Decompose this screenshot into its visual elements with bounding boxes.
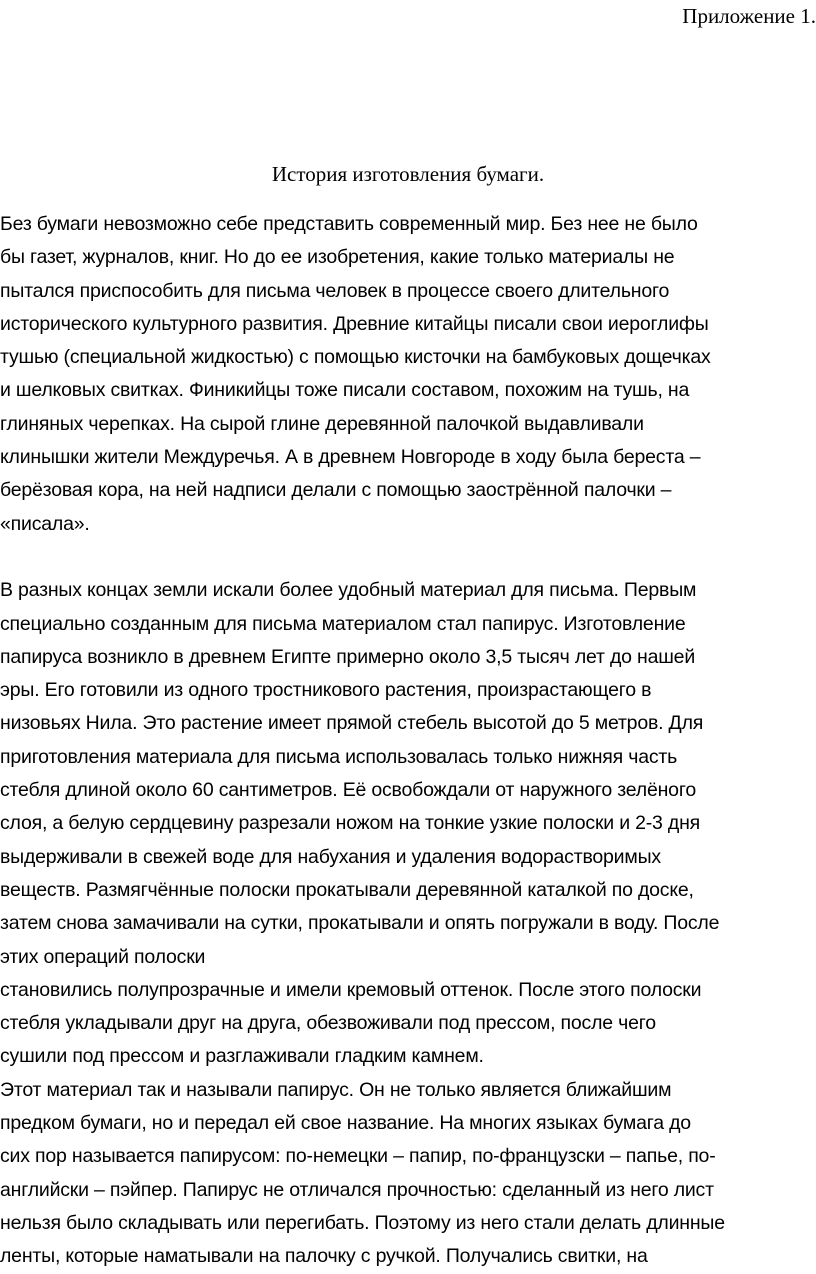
text-line: этих операций полоски [0, 945, 206, 968]
text-line: глиняных черепках. На сырой глине деревянной палочкой выдавливали [0, 412, 644, 435]
text-line: пытался приспособить для письма человек в процессе своего длительного [0, 279, 670, 302]
text-line: исторического культурного развития. Древние китайцы писали свои иероглифы [0, 312, 709, 335]
text-line: «писала». [0, 512, 90, 535]
text-line: стебля длиной около 60 сантиметров. Её освобождали от наружного зелёного [0, 779, 696, 802]
text-line: затем снова замачивали на сутки, прокатывали и опять погружали в воду. После [0, 912, 720, 935]
text-line: сих пор называется папирусом: по-немецки – папир, по-французски – папье, по- [0, 1145, 716, 1168]
text-line: клинышки жители Междуречья. А в древнем Новгороде в ходу была береста – [0, 446, 701, 469]
text-line: специально созданным для письма материалом стал папирус. Изготовление [0, 612, 686, 635]
text-line: низовьях Нила. Это растение имеет прямой стебель высотой до 5 метров. Для [0, 712, 704, 735]
text-line: В разных концах земли искали более удобный материал для письма. Первым [0, 579, 697, 602]
appendix-label: Приложение 1. [682, 4, 816, 28]
text-line: берёзовая кора, на ней надписи делали с помощью заострённой палочки – [0, 479, 672, 502]
blank-line [0, 541, 816, 574]
text-line: выдерживали в свежей воде для набухания и удаления водорастворимых [0, 845, 661, 868]
text-line: папируса возникло в древнем Египте примерно около 3,5 тысяч лет до нашей [0, 645, 696, 668]
text-line: сушили под прессом и разглаживали гладким камнем. [0, 1045, 484, 1068]
text-line: английски – пэйпер. Папирус не отличался прочностью: сделанный из него лист [0, 1178, 714, 1201]
text-line: Этот материал так и называли папирус. Он не только является ближайшим [0, 1078, 672, 1101]
text-line: веществ. Размягчённые полоски прокатывали деревянной каталкой по доске, [0, 878, 694, 901]
text-line: предком бумаги, но и передал ей свое название. На многих языках бумага до [0, 1112, 691, 1135]
text-line: приготовления материала для письма использовалась только нижняя часть [0, 745, 678, 768]
text-line: и шелковых свитках. Финикийцы тоже писали составом, похожим на тушь, на [0, 379, 690, 402]
text-line: бы газет, журналов, книг. Но до ее изобретения, какие только материалы не [0, 246, 675, 269]
text-line: нельзя было складывать или перегибать. Поэтому из него стали делать длинные [0, 1211, 725, 1234]
document-body [0, 208, 816, 1274]
text-line: ленты, которые наматывали на палочку с ручкой. Получались свитки, на [0, 1245, 648, 1268]
text-line: становились полупрозрачные и имели кремовый оттенок. После этого полоски [0, 978, 702, 1001]
document-title: История изготовления бумаги. [271, 162, 545, 186]
text-line: тушью (специальной жидкостью) с помощью кисточки на бамбуковых дощечках [0, 346, 711, 369]
text-line: эры. Его готовили из одного тростникового растения, произрастающего в [0, 679, 652, 702]
text-line: слоя, а белую сердцевину разрезали ножом на тонкие узкие полоски и 2-3 дня [0, 812, 701, 835]
text-line: Без бумаги невозможно себе представить современный мир. Без нее не было [0, 213, 698, 235]
text-line: стебля укладывали друг на друга, обезвоживали под прессом, после чего [0, 1012, 656, 1035]
